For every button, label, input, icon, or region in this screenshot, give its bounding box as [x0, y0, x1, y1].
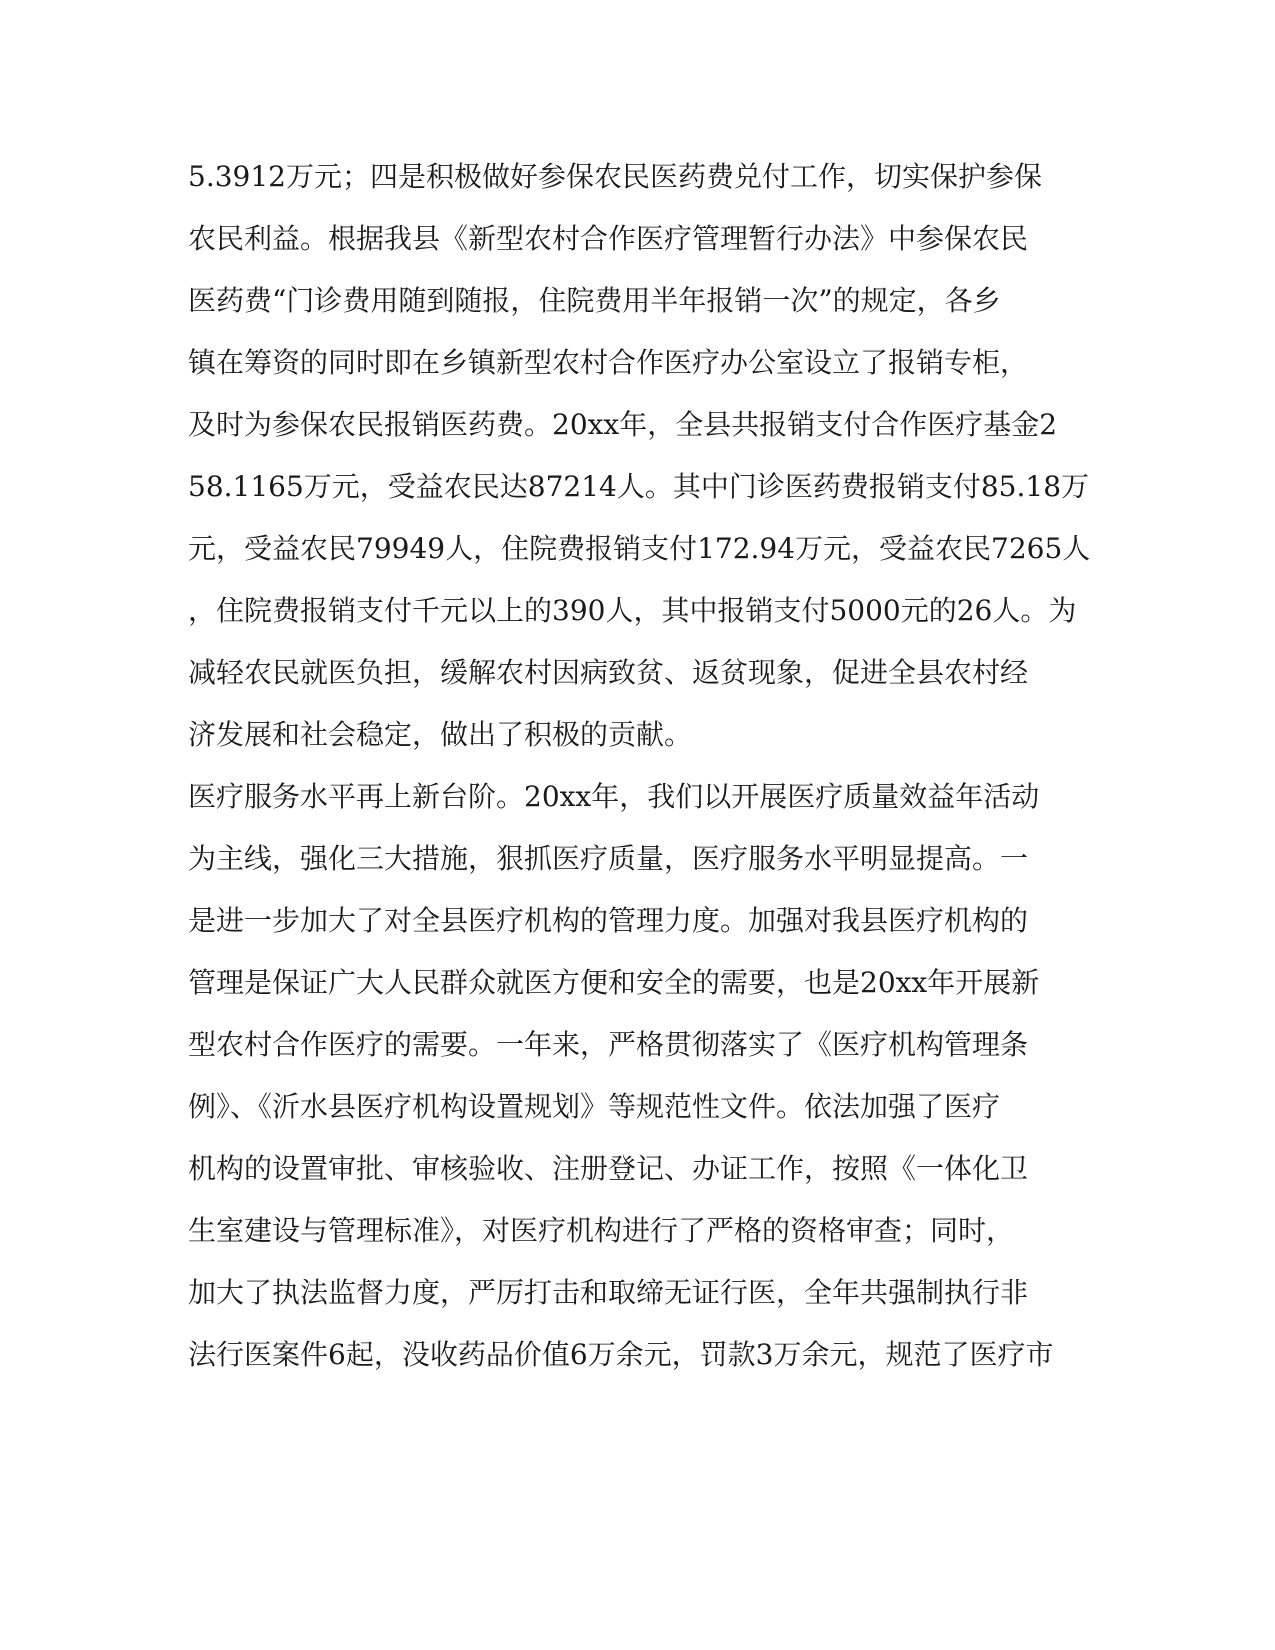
- text-line: ，住院费报销支付千元以上的390人，其中报销支付5000元的26人。为: [188, 594, 1077, 627]
- text-line: 型农村合作医疗的需要。一年来，严格贯彻落实了《医疗机构管理条: [188, 1028, 1029, 1061]
- text-line: 减轻农民就医负担，缓解农村因病致贫、返贫现象，促进全县农村经: [188, 656, 1029, 689]
- text-line: 加大了执法监督力度，严厉打击和取缔无证行医，全年共强制执行非: [188, 1276, 1029, 1309]
- text-line: 镇在筹资的同时即在乡镇新型农村合作医疗办公室设立了报销专柜，: [188, 346, 1029, 379]
- text-line: 医疗服务水平再上新台阶。20xx年，我们以开展医疗质量效益年活动: [188, 780, 1040, 813]
- text-line: 及时为参保农民报销医药费。20xx年，全县共报销支付合作医疗基金2: [188, 408, 1058, 441]
- text-line: 5.3912万元；四是积极做好参保农民医药费兑付工作，切实保护参保: [188, 160, 1042, 193]
- text-line: 为主线，强化三大措施，狠抓医疗质量，医疗服务水平明显提高。一: [188, 842, 1029, 875]
- text-line: 法行医案件6起，没收药品价值6万余元，罚款3万余元，规范了医疗市: [188, 1338, 1054, 1371]
- text-line: 机构的设置审批、审核验收、注册登记、办证工作，按照《一体化卫: [188, 1152, 1029, 1185]
- text-line: 生室建设与管理标准》，对医疗机构进行了严格的资格审查；同时，: [188, 1214, 1015, 1247]
- text-line: 元，受益农民79949人，住院费报销支付172.94万元，受益农民7265人: [188, 532, 1091, 565]
- text-line: 管理是保证广大人民群众就医方便和安全的需要，也是20xx年开展新: [188, 966, 1040, 999]
- text-line: 例》、《沂水县医疗机构设置规划》等规范性文件。依法加强了医疗: [188, 1090, 1001, 1123]
- text-line: 医药费“门诊费用随到随报，住院费用半年报销一次”的规定，各乡: [188, 284, 1001, 317]
- text-line: 济发展和社会稳定，做出了积极的贡献。: [188, 718, 693, 751]
- text-line: 农民利益。根据我县《新型农村合作医疗管理暂行办法》中参保农民: [188, 222, 1029, 255]
- text-line: 58.1165万元，受益农民达87214人。其中门诊医药费报销支付85.18万: [188, 470, 1090, 503]
- text-line: 是进一步加大了对全县医疗机构的管理力度。加强对我县医疗机构的: [188, 904, 1029, 937]
